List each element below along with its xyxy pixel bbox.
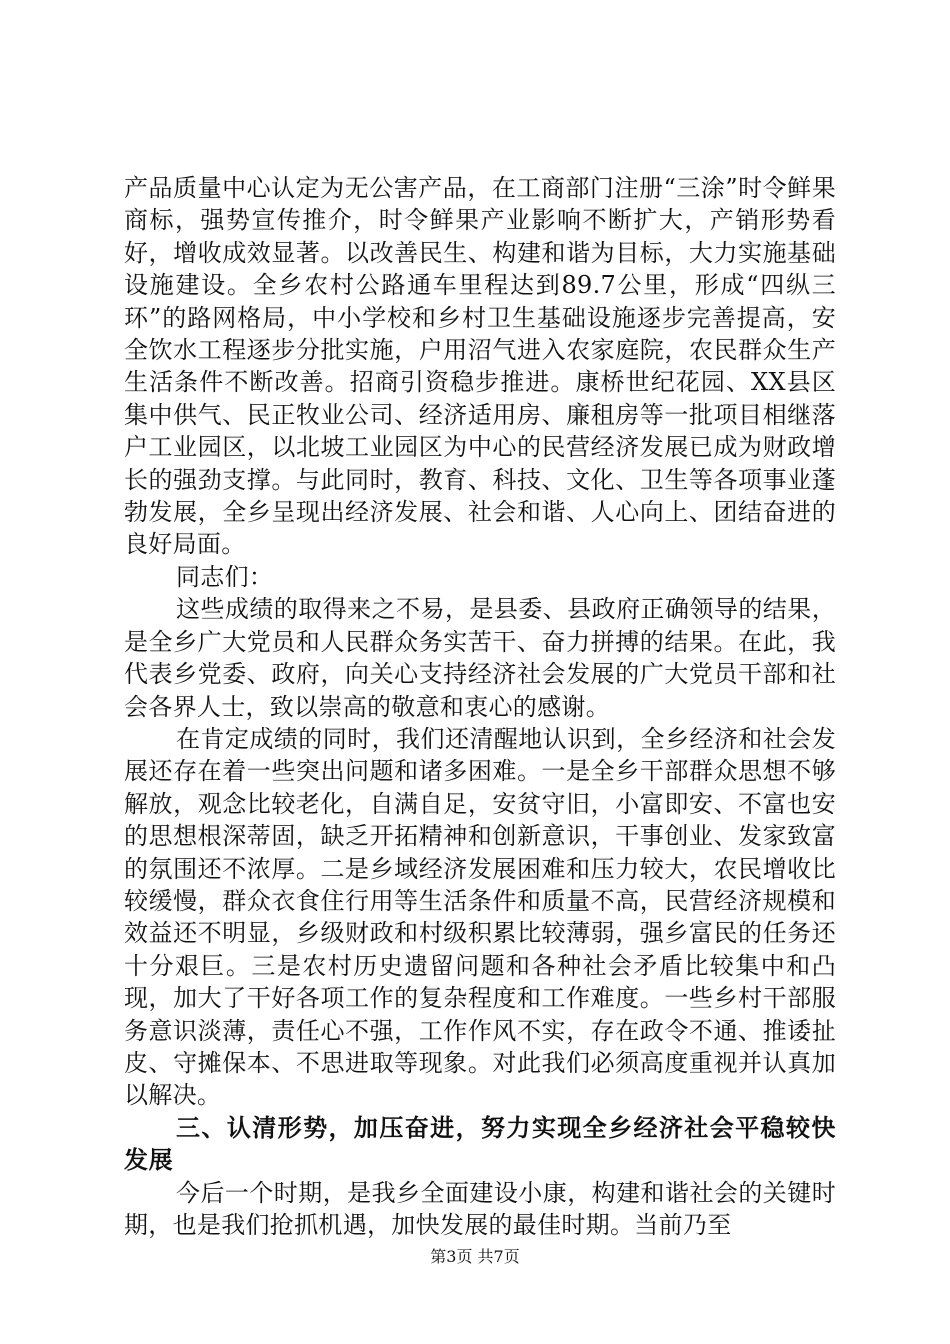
paragraph-achievements: 产品质量中心认定为无公害产品，在工商部门注册“三涂”时令鲜果商标，强势宣传推介，时令鲜果产业影响不断扩大，产销形势看好，增收成效显著。以改善民生、构建和谐为目标，大力实施基础设施建设。全乡农村公路通车里程达到89.7公里，形成“四纵三环”的路网格局，中小学校和乡村卫生基础设施逐步完善提高，安全饮水工程逐步分批实施，户用沼气进入农家庭院，农民群众生产生活条件不断改善。招商引资稳步推进。康桥世纪花园、XX县区集中供气、民正牧业公司、经济适用房、廉租房等一批项目相继落户工业园区，以北坡工业园区为中心的民营经济发展已成为财政增长的强劲支撑。与此同时，教育、科技、文化、卫生等各项事业蓬勃发展，全乡呈现出经济发展、社会和谐、人心向上、团结奋进的良好局面。 xyxy=(124,174,836,559)
paragraph-problems: 在肯定成绩的同时，我们还清醒地认识到，全乡经济和社会发展还存在着一些突出问题和诸多困难。一是全乡干部群众思想不够解放，观念比较老化，自满自足，安贫守旧，小富即安、不富也安的思想根深蒂固，缺乏开拓精神和创新意识，干事创业、发家致富的氛围还不浓厚。二是乡域经济发展困难和压力较大，农民增收比较缓慢，群众衣食住行用等生活条件和质量不高，民营经济规模和效益还不明显，乡级财政和村级积累比较薄弱，强乡富民的任务还十分艰巨。三是农村历史遗留问题和各种社会矛盾比较集中和凸现，加大了干好各项工作的复杂程度和工作难度。一些乡村干部服务意识淡薄，责任心不强，工作作风不实，存在政令不通、推诿扯皮、守摊保本、不思进取等现象。对此我们必须高度重视并认真加以解决。 xyxy=(124,724,836,1110)
paragraph-gratitude: 这些成绩的取得来之不易，是县委、县政府正确领导的结果，是全乡广大党员和人民群众务实苦干、奋力拼搏的结果。在此，我代表乡党委、政府，向关心支持经济社会发展的广大党员干部和社会各界人士，致以崇高的敬意和衷心的感谢。 xyxy=(124,595,836,721)
body-text xyxy=(124,172,836,1241)
paragraph-outlook: 今后一个时期，是我乡全面建设小康，构建和谐社会的关键时期，也是我们抢抓机遇，加快发展的最佳时期。当前乃至 xyxy=(124,1178,836,1239)
paragraph-salutation: 同志们： xyxy=(176,562,274,591)
section-heading: 三、认清形势，加压奋进，努力实现全乡经济社会平稳较快发展 xyxy=(124,1113,836,1175)
page-number: 第3页 共7页 xyxy=(430,1247,520,1266)
